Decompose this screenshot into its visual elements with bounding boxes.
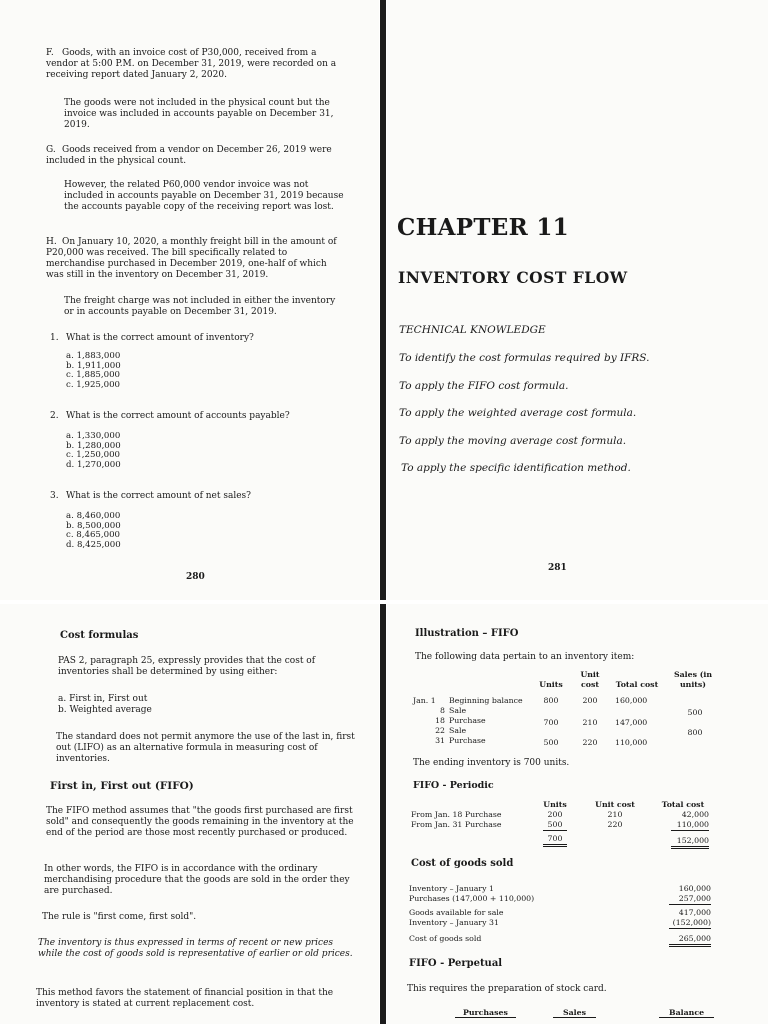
objective-item: To identify the cost formulas required by IFRS. (399, 352, 650, 364)
subsection-heading: FIFO - Perpetual (409, 958, 503, 969)
option: c. 8,465,000 (66, 530, 121, 541)
subsection-heading: Cost of goods sold (411, 858, 514, 869)
option: b. 8,500,000 (66, 520, 121, 531)
item-h-label: H. (46, 237, 57, 247)
row-date: 18 (435, 716, 445, 725)
item-f-label: F. (46, 48, 54, 58)
periodic-row-desc: From Jan. 18 Purchase (411, 810, 502, 819)
subsection-heading: FIFO - Periodic (413, 780, 494, 791)
row-total: 160,000 (615, 696, 648, 705)
cogs-row-amount: 265,000 (669, 934, 711, 947)
column-header: Total cost (615, 680, 659, 689)
stock-header-label: Balance (659, 1008, 714, 1018)
row-date: Jan. 1 (413, 696, 436, 705)
periodic-row-desc: From Jan. 31 Purchase (411, 820, 502, 829)
row-desc: Purchase (449, 736, 486, 745)
periodic-row-cost: 210 (607, 810, 623, 819)
chapter-number: CHAPTER 11 (397, 214, 569, 241)
column-header: Sales (in units) (673, 670, 713, 689)
row-cost: 200 (582, 696, 598, 705)
option: d. 8,425,000 (66, 539, 121, 550)
row-desc: Sale (449, 706, 467, 715)
question-3 (50, 491, 350, 502)
paragraph: This requires the preparation of stock card. (407, 984, 607, 994)
objective-item: To apply the FIFO cost formula. (399, 380, 569, 392)
item-f-text: Goods, with an invoice cost of P30,000, received from a vendor at 5:00 P.M. on December 31, 2019, were recorded on a receiving report dated January 2, 2020. (46, 48, 337, 80)
subsection-heading: First in, First out (FIFO) (50, 780, 194, 792)
chapter-title: INVENTORY COST FLOW (398, 268, 628, 287)
cogs-row-amount: 257,000 (669, 894, 711, 905)
stock-card-header (659, 1008, 714, 1018)
column-header: Units (539, 680, 563, 689)
periodic-row-units: 200 (547, 810, 563, 819)
row-cost: 210 (582, 718, 598, 727)
row-units: 500 (543, 738, 559, 747)
question-3-options (66, 512, 121, 550)
question-2 (50, 411, 350, 422)
option: d. 1,270,000 (66, 459, 121, 470)
item-h-note: The freight charge was not included in either the inventory or in accounts payable on December 31, 2019. (64, 296, 336, 317)
cogs-row-amount: 160,000 (678, 884, 711, 893)
option: a. 8,460,000 (66, 511, 121, 521)
question-2-number: 2. (50, 411, 59, 421)
row-desc: Purchase (449, 716, 486, 725)
question-3-number: 3. (50, 491, 59, 501)
page-cost-formulas (0, 604, 379, 1024)
stock-header-label: Sales (553, 1008, 596, 1018)
row-total: 110,000 (615, 738, 648, 747)
column-header: Total cost (661, 800, 705, 809)
option: a. 1,330,000 (66, 431, 121, 441)
row-desc: Sale (449, 726, 467, 735)
stock-card-header (553, 1008, 596, 1018)
section-heading: TECHNICAL KNOWLEDGE (399, 324, 546, 336)
page-number: 280 (186, 572, 205, 582)
page-divider-vertical (380, 0, 386, 1024)
stock-card-header (455, 1008, 516, 1018)
question-2-text: What is the correct amount of accounts payable? (66, 411, 290, 421)
paragraph-italic: The inventory is thus expressed in terms of recent or new prices while the cost of goods sold is representative of earlier or old prices. (38, 938, 353, 959)
row-sales: 800 (687, 728, 703, 737)
question-1 (50, 333, 350, 344)
paragraph: In other words, the FIFO is in accordance with the ordinary merchandising procedure that the goods are sold in the order they are purchased. (44, 864, 350, 896)
row-date: 22 (435, 726, 445, 735)
page-280 (0, 0, 379, 600)
periodic-row-cost: 220 (607, 820, 623, 829)
column-header: Unit cost (595, 800, 635, 809)
option: b. 1,911,000 (66, 360, 121, 371)
cogs-row-amount: 417,000 (678, 908, 711, 917)
row-cost: 220 (582, 738, 598, 747)
item-f (46, 48, 344, 81)
item-g-label: G. (46, 145, 56, 155)
item-g (46, 145, 344, 167)
cogs-row-desc: Goods available for sale (409, 908, 504, 917)
paragraph: The following data pertain to an inventory item: (415, 652, 635, 662)
item-f-note: The goods were not included in the physical count but the invoice was included in accounts payable on December 31, 2019. (64, 98, 334, 130)
paragraph: The ending inventory is 700 units. (413, 758, 570, 768)
question-1-number: 1. (50, 333, 59, 343)
item-h-text: On January 10, 2020, a monthly freight bill in the amount of P20,000 was received. The bill specifically related to merchandise purchased in December 2019, one-half of which was still in the inventory on December 31, 2019. (46, 237, 337, 280)
page-281 (387, 0, 768, 600)
option: c. 1,250,000 (66, 450, 121, 461)
question-2-options (66, 432, 121, 470)
objective-item: To apply the specific identification method. (401, 462, 631, 474)
option: a. 1,883,000 (66, 351, 121, 361)
column-header: Units (543, 800, 567, 809)
periodic-total-cost: 152,000 (671, 836, 709, 849)
formula-list (58, 694, 152, 716)
objective-item: To apply the weighted average cost formula. (399, 407, 637, 419)
row-sales: 500 (687, 708, 703, 717)
paragraph: The rule is "first come, first sold". (42, 912, 197, 922)
cogs-row-desc: Purchases (147,000 + 110,000) (409, 894, 535, 903)
item-g-note: However, the related P60,000 vendor invoice was not included in accounts payable on December 31, 2019 because the accounts payable copy of the receiving report was lost. (64, 180, 344, 212)
row-desc: Beginning balance (449, 696, 523, 705)
periodic-total-units: 700 (543, 834, 567, 847)
cogs-row-desc: Inventory – January 1 (409, 884, 494, 893)
paragraph: The standard does not permit anymore the use of the last in, first out (LIFO) as an alternative formula in measuring cost of inventories. (56, 732, 355, 764)
column-header: Unit cost (580, 670, 600, 689)
question-3-text: What is the correct amount of net sales? (66, 491, 251, 501)
list-item: a. First in, First out (58, 694, 148, 704)
periodic-row-total: 42,000 (681, 810, 709, 819)
item-g-text: Goods received from a vendor on December 26, 2019 were included in the physical count. (46, 145, 332, 166)
option: c. 1,885,000 (66, 370, 121, 381)
question-1-options (66, 352, 121, 390)
row-total: 147,000 (615, 718, 648, 727)
table-row (413, 696, 436, 706)
cogs-row-desc: Cost of goods sold (409, 934, 482, 943)
section-heading: Illustration – FIFO (415, 628, 519, 639)
periodic-row-units: 500 (543, 820, 567, 831)
page-illustration-fifo (387, 604, 768, 1024)
option: b. 1,280,000 (66, 440, 121, 451)
row-date: 8 (440, 706, 445, 715)
paragraph: The FIFO method assumes that "the goods first purchased are first sold" and consequently the goods remaining in the inventory at the end of the period are those most recently purchased or produced. (46, 806, 354, 838)
objective-item: To apply the moving average cost formula. (399, 435, 627, 447)
list-item: b. Weighted average (58, 705, 152, 715)
cogs-row-amount: (152,000) (669, 918, 711, 929)
paragraph: This method favors the statement of financial position in that the inventory is stated at current replacement cost. (36, 988, 334, 1009)
option: c. 1,925,000 (66, 379, 121, 390)
periodic-row-total: 110,000 (671, 820, 709, 831)
item-h (46, 237, 344, 281)
cogs-row-desc: Inventory – January 31 (409, 918, 499, 927)
row-units: 800 (543, 696, 559, 705)
question-1-text: What is the correct amount of inventory? (66, 333, 254, 343)
paragraph: PAS 2, paragraph 25, expressly provides that the cost of inventories shall be determined by using either: (58, 656, 316, 677)
page-number: 281 (548, 563, 567, 573)
row-date: 31 (435, 736, 445, 745)
section-heading: Cost formulas (60, 630, 139, 641)
stock-header-label: Purchases (455, 1008, 516, 1018)
row-units: 700 (543, 718, 559, 727)
